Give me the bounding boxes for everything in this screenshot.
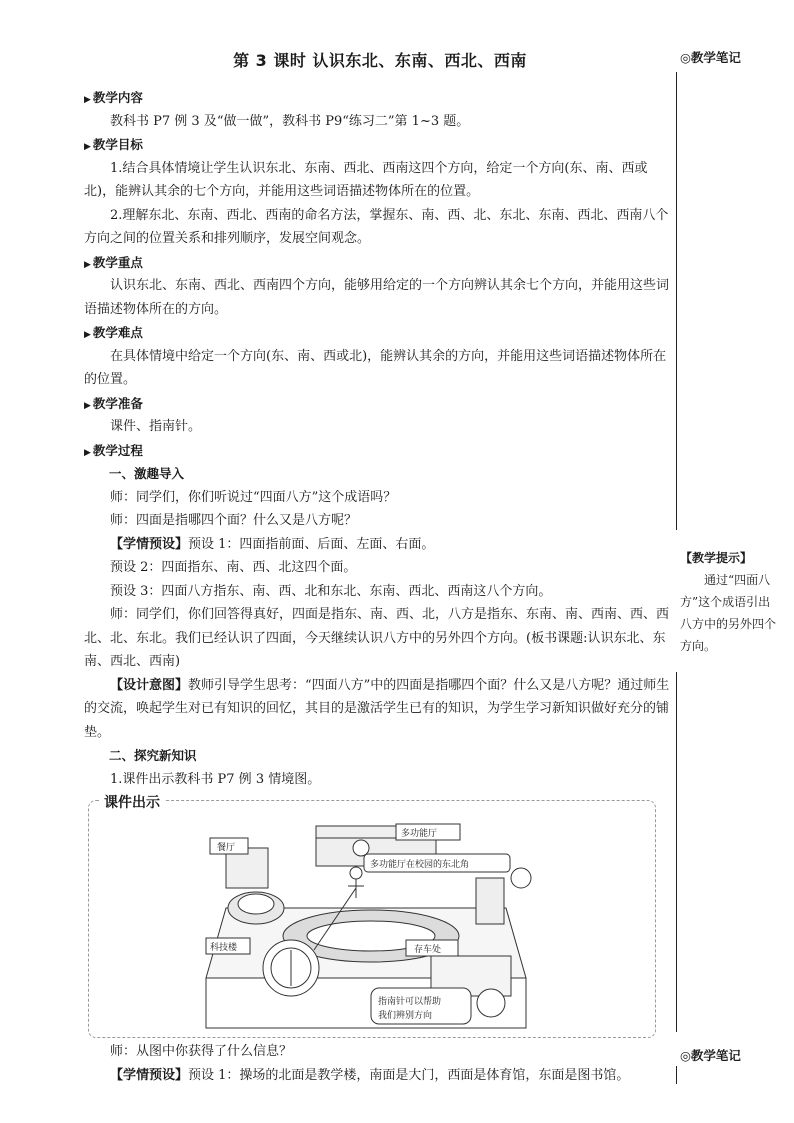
notes-divider (676, 672, 677, 1032)
presupposition-4: 【学情预设】预设 1：操场的北面是教学楼，南面是大门，西面是体育馆，东面是图书馆。 (110, 1067, 630, 1083)
goal-1: 1.结合具体情境让学生认识东北、东南、西北、西南这四个方向，给定一个方向(东、南、西或北)，能辨认其余的七个方向，并能用这些词语描述物体所在的位置。 (84, 160, 648, 199)
prep-heading: ▶ 教学准备 (84, 395, 143, 411)
teacher-line-2: 师：四面是指哪四个面？什么又是八方呢？ (110, 513, 358, 528)
teaching-tip (680, 547, 780, 657)
teaching-notes-heading: ◎教学笔记 (680, 1048, 741, 1063)
prep-text: 课件、指南针。 (110, 419, 202, 434)
difficulty-text: 在具体情境中给定一个方向(东、南、西或北)，能辨认其余的方向，并能用这些词语描述物体所在的位置。 (84, 348, 667, 387)
label-multipurpose-hall: 多功能厅 (401, 829, 438, 839)
tip-title: 【教学提示】 (680, 551, 753, 565)
content-heading: ▶ 教学内容 (84, 90, 143, 105)
speech-hall-location: 多功能厅在校园的东北角 (370, 860, 470, 870)
campus-scene-illustration (196, 818, 536, 1038)
keypoint-heading: ▶ 教学重点 (84, 254, 143, 270)
teacher-line-1: 师：同学们，你们听说过“四面八方”这个成语吗？ (110, 489, 397, 505)
teaching-notes-heading: ◎教学笔记 (680, 50, 741, 65)
teacher-line-3: 师：同学们，你们回答得真好，四面是指东、南、西、北，八方是指东、东南、南、西南、西、西北、北、东北。我们已经认识了四面，今天继续认识八方中的另外四个方向。(板书课题:认识东北、东南、西北、西南) (84, 607, 670, 669)
presupposition-3: 预设 3：四面八方指东、南、西、北和东北、东南、西北、西南这八个方向。 (110, 583, 552, 599)
design-intent: 【设计意图】教师引导学生思考：“四面八方”中的四面是指哪四个面？什么又是八方呢？通过师生的交流，唤起学生对已有知识的回忆，其目的是激活学生已有的知识，为学生学习新知识做好充分的铺垫。 (84, 677, 670, 740)
lesson-body (84, 86, 670, 791)
section-1-heading: 一、激趣导入 (109, 466, 185, 481)
keypoint-text: 认识东北、东南、西北、西南四个方向，能够用给定的一个方向辨认其余七个方向，并能用这些词语描述物体所在的方向。 (84, 278, 670, 317)
goals-heading: ▶ 教学目标 (84, 137, 143, 152)
label-science-building: 科技楼 (210, 943, 238, 953)
notes-divider (676, 1066, 677, 1084)
lesson-body-continued (84, 1040, 670, 1087)
label-bike-shed: 存车处 (414, 945, 442, 955)
presupposition-2: 预设 2：四面指东、南、西、北这四个面。 (110, 560, 357, 575)
process-heading: ▶ 教学过程 (84, 442, 143, 458)
speech-compass-2: 我们辨别方向 (378, 1011, 433, 1021)
teacher-line-5: 师：从图中你获得了什么信息？ (110, 1044, 293, 1059)
section-2-heading: 二、探究新知识 (109, 748, 197, 763)
page-title: 第 3 课时 认识东北、东南、西北、西南 (233, 51, 527, 70)
content-text: 教科书 P7 例 3 及“做一做”，教科书 P9“练习二”第 1~3 题。 (110, 113, 470, 129)
courseware-label: 课件出示 (100, 792, 164, 812)
notes-divider (676, 72, 677, 530)
label-restaurant: 餐厅 (217, 843, 236, 853)
goal-2: 2.理解东北、东南、西北、西南的命名方法，掌握东、南、西、北、东北、东南、西北、西南八个方向之间的位置关系和排列顺序，发展空间观念。 (84, 207, 669, 246)
tip-body: 通过“四面八方”这个成语引出八方中的另外四个方向。 (680, 573, 777, 653)
teacher-line-4: 1.课件出示教科书 P7 例 3 情境图。 (110, 771, 321, 787)
speech-compass-1: 指南针可以帮助 (378, 997, 442, 1007)
difficulty-heading: ▶ 教学难点 (84, 325, 143, 340)
presupposition-1: 【学情预设】预设 1：四面指前面、后面、左面、右面。 (110, 536, 435, 552)
